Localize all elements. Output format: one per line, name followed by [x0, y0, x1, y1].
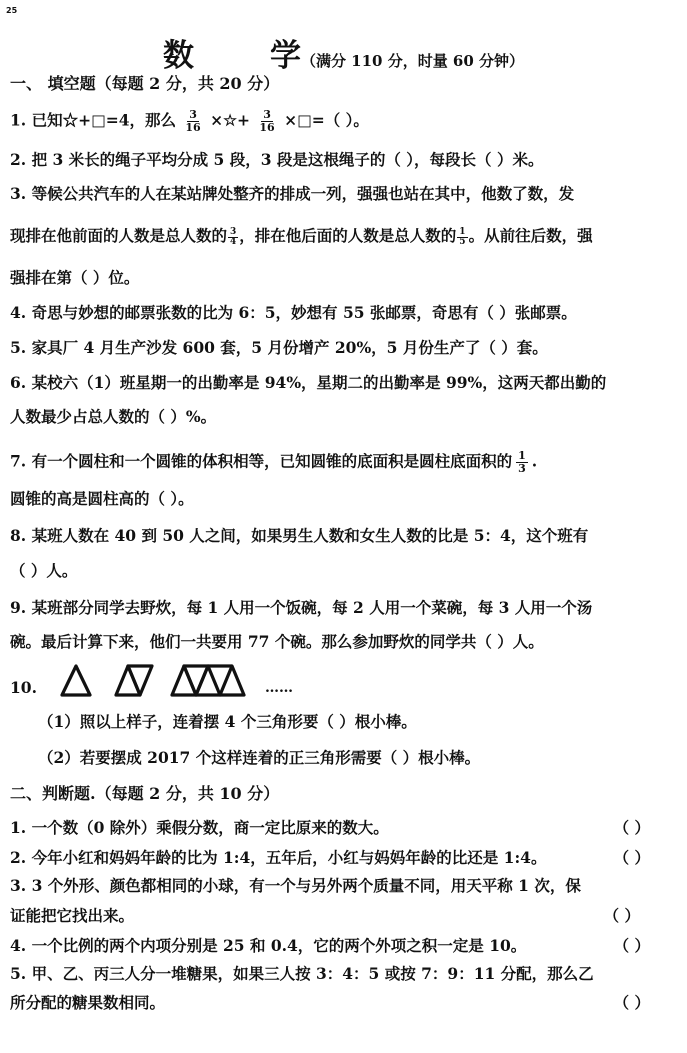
q1-fraction-1: $\frac{3}{16}$ — [185, 108, 201, 134]
title-char-1: 数 — [162, 38, 194, 74]
triangle-3b-icon — [184, 666, 208, 695]
question-9-line-2: 碗。最后计算下来，他们一共要用 77 个碗。那么参加野炊的同学共（ ）人。 — [10, 632, 544, 651]
judge-3-answer-paren: （ ） — [603, 906, 640, 925]
judge-5-line-1: 5. 甲、乙、丙三人分一堆糖果，如果三人按 3：4：5 或按 7：9：11 分配，那么乙 — [10, 964, 594, 983]
triangle-2a-icon — [116, 666, 140, 695]
question-2: 2. 把 3 米长的绳子平均分成 5 段，3 段是这根绳子的（ ），每段长（ ）米。 — [10, 150, 544, 169]
title-char-2: 学 — [269, 38, 301, 74]
question-5: 5. 家具厂 4 月生产沙发 600 套，5 月份增产 20%，5 月份生产了（ ）套。 — [10, 338, 548, 357]
question-6-line-1: 6. 某校六（1）班星期一的出勤率是 94%，星期二的出勤率是 99%，这两天都出勤的 — [10, 373, 607, 392]
q3-fraction-1: $\frac{3}{4}$ — [230, 226, 237, 247]
question-9-line-1: 9. 某班部分同学去野炊，每 1 人用一个饭碗，每 2 人用一个菜碗，每 3 人用一个汤 — [10, 598, 593, 617]
title-note: （满分 110 分，时量 60 分钟） — [300, 52, 525, 70]
q3-fraction-2: $\frac{1}{5}$ — [459, 226, 466, 247]
triangle-1-icon — [62, 666, 90, 695]
question-6-line-2: 人数最少占总人数的（ ）%。 — [10, 407, 217, 426]
q7-fraction: $\frac{1}{3}$ — [518, 449, 526, 475]
question-1 — [10, 109, 680, 134]
judge-4-answer-paren: （ ） — [613, 936, 650, 955]
question-10-label: 10. — [10, 678, 37, 697]
q1-fraction-2: $\frac{3}{16}$ — [259, 108, 275, 134]
judge-5-line-2: 所分配的糖果数相同。 （ ） — [10, 993, 650, 1012]
q1-text-b: ×☆+ — [210, 110, 250, 130]
page-number: 25 — [6, 6, 18, 15]
judge-2-answer-paren: （ ） — [613, 848, 650, 867]
section-1-heading: 一、 填空题（每题 2 分，共 20 分） — [10, 74, 280, 93]
question-7-line-2: 圆锥的高是圆柱高的（ ）。 — [10, 489, 194, 508]
triangle-pattern-figure — [58, 662, 248, 698]
question-10-sub-2: （2）若要摆成 2017 个这样连着的正三角形需要（ ）根小棒。 — [38, 748, 481, 767]
q1-text-a: 1. 已知☆+□=4，那么 — [10, 110, 176, 130]
triangle-3a-icon — [172, 666, 196, 695]
judge-3-line-2: 证能把它找出来。 （ ） — [10, 906, 640, 925]
question-8-line-2: （ ）人。 — [10, 561, 78, 580]
question-3-line-3: 强排在第（ ）位。 — [10, 268, 140, 287]
triangle-2b-icon — [128, 666, 152, 695]
question-3-line-1: 3. 等候公共汽车的人在某站牌处整齐的排成一列，强强也站在其中，他数了数，发 — [10, 184, 575, 203]
page-title — [0, 30, 687, 75]
judge-2: 2. 今年小红和妈妈年龄的比为 1:4，五年后，小红与妈妈年龄的比还是 1:4。 （ ） — [10, 848, 650, 867]
question-3-line-2: 现排在他前面的人数是总人数的 $\frac{3}{4}$ ，排在他后面的人数是总人数的 $\frac{1}{5}$ 。从前往后数，强 — [10, 226, 593, 247]
question-10-sub-1: （1）照以上样子，连着摆 4 个三角形要（ ）根小棒。 — [38, 712, 417, 731]
judge-4: 4. 一个比例的两个内项分别是 25 和 0.4，它的两个外项之积一定是 10。 （ ） — [10, 936, 650, 955]
judge-5-answer-paren: （ ） — [613, 993, 650, 1012]
section-2-heading: 二、判断题.（每题 2 分，共 10 分） — [10, 784, 280, 803]
question-7-line-1: 7. 有一个圆柱和一个圆锥的体积相等，已知圆锥的底面积是圆柱底面积的 $\frac{1}{3}$ . — [10, 449, 538, 475]
judge-3-line-1: 3. 3 个外形、颜色都相同的小球，有一个与另外两个质量不同，用天平称 1 次，保 — [10, 876, 581, 895]
ellipsis: …… — [265, 680, 293, 696]
judge-1-answer-paren: （ ） — [613, 818, 650, 837]
triangle-3d-icon — [220, 666, 244, 695]
question-4: 4. 奇思与妙想的邮票张数的比为 6：5，妙想有 55 张邮票，奇思有（ ）张邮票。 — [10, 303, 577, 322]
judge-1: 1. 一个数（0 除外）乘假分数，商一定比原来的数大。 （ ） — [10, 818, 650, 837]
q1-text-c: ×□=（ ）。 — [284, 110, 369, 130]
triangle-3c-icon — [196, 666, 220, 695]
question-8-line-1: 8. 某班人数在 40 到 50 人之间，如果男生人数和女生人数的比是 5：4，这个班有 — [10, 526, 589, 545]
